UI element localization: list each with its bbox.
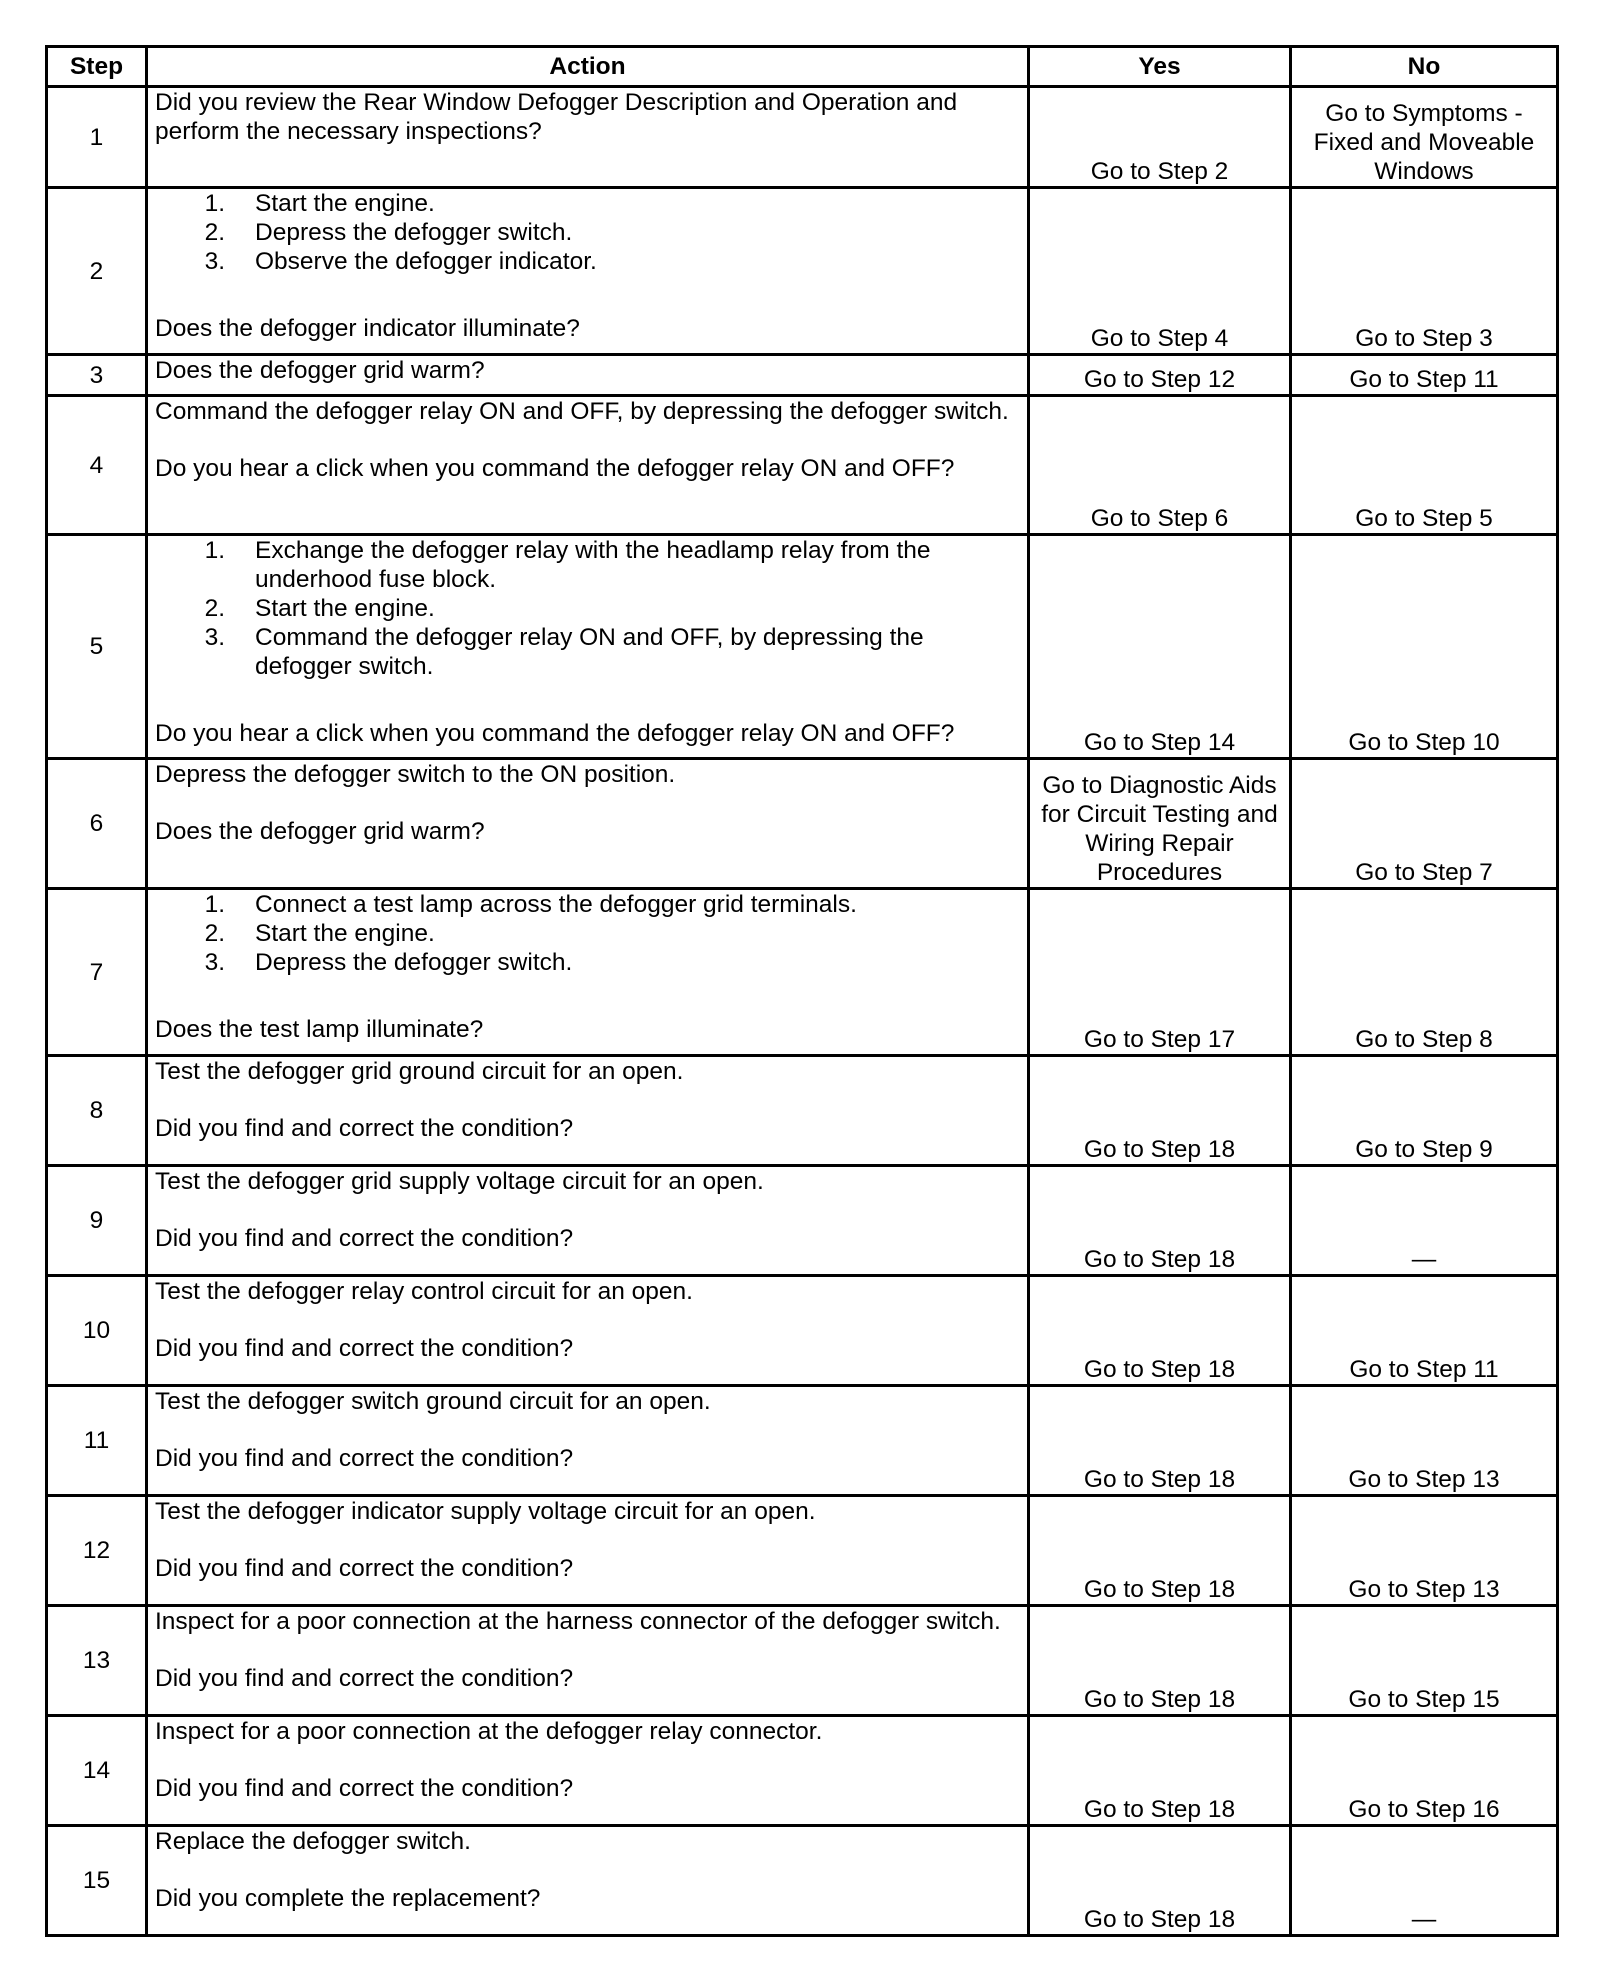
action-cell [147, 1826, 1029, 1936]
yes-cell: Go to Step 2 [1029, 87, 1291, 188]
action-cell [147, 396, 1029, 535]
no-cell: Go to Step 13 [1291, 1496, 1558, 1606]
list-item-text: Depress the defogger switch. [255, 219, 573, 246]
step-number: 2 [47, 188, 147, 355]
action-cell [147, 1056, 1029, 1166]
table-row [47, 1386, 1558, 1496]
list-item-text: Connect a test lamp across the defogger grid terminals. [255, 891, 857, 918]
yes-cell: Go to Step 4 [1029, 188, 1291, 355]
no-cell: Go to Step 10 [1291, 535, 1558, 759]
action-instruction: Replace the defogger switch. [155, 1828, 471, 1855]
list-item: 2. Depress the defogger switch. [155, 218, 1020, 247]
yes-cell: Go to Step 18 [1029, 1166, 1291, 1276]
no-cell: Go to Step 16 [1291, 1716, 1558, 1826]
table-row [47, 87, 1558, 188]
action-instruction: Does the defogger grid warm? [155, 357, 485, 384]
table-row [47, 759, 1558, 889]
yes-cell: Go to Step 12 [1029, 355, 1291, 396]
action-instruction: Depress the defogger switch to the ON position. [155, 761, 676, 788]
step-number: 12 [47, 1496, 147, 1606]
step-number: 6 [47, 759, 147, 889]
action-cell [147, 759, 1029, 889]
no-cell: — [1291, 1826, 1558, 1936]
action-question: Did you find and correct the condition? [155, 1225, 574, 1252]
action-question: Does the defogger grid warm? [155, 818, 485, 845]
action-question: Did you find and correct the condition? [155, 1115, 574, 1142]
yes-cell: Go to Step 18 [1029, 1276, 1291, 1386]
list-item-text: Observe the defogger indicator. [255, 248, 597, 275]
step-number: 3 [47, 355, 147, 396]
action-question: Did you find and correct the condition? [155, 1665, 574, 1692]
action-cell [147, 535, 1029, 759]
list-item-text: Start the engine. [255, 595, 435, 622]
step-number: 11 [47, 1386, 147, 1496]
step-number: 15 [47, 1826, 147, 1936]
action-question: Do you hear a click when you command the defogger relay ON and OFF? [155, 720, 955, 747]
yes-cell: Go to Step 18 [1029, 1716, 1291, 1826]
no-cell: Go to Step 11 [1291, 1276, 1558, 1386]
action-cell [147, 1166, 1029, 1276]
list-item: 1. Start the engine. [155, 189, 1020, 218]
action-question: Did you find and correct the condition? [155, 1445, 574, 1472]
yes-cell: Go to Step 18 [1029, 1496, 1291, 1606]
no-cell: — [1291, 1166, 1558, 1276]
step-number: 4 [47, 396, 147, 535]
table-row [47, 1826, 1558, 1936]
action-cell [147, 889, 1029, 1056]
action-question: Did you find and correct the condition? [155, 1555, 574, 1582]
table-row [47, 889, 1558, 1056]
step-number: 8 [47, 1056, 147, 1166]
header-row [47, 47, 1558, 87]
header-step: Step [47, 47, 147, 87]
yes-cell: Go to Step 14 [1029, 535, 1291, 759]
no-cell: Go to Step 11 [1291, 355, 1558, 396]
action-cell [147, 188, 1029, 355]
no-cell: Go to Step 13 [1291, 1386, 1558, 1496]
list-item-text: Start the engine. [255, 920, 435, 947]
no-cell: Go to Step 15 [1291, 1606, 1558, 1716]
yes-cell: Go to Step 18 [1029, 1386, 1291, 1496]
table-row [47, 188, 1558, 355]
action-question: Do you hear a click when you command the defogger relay ON and OFF? [155, 455, 955, 482]
action-cell [147, 355, 1029, 396]
header-action: Action [147, 47, 1029, 87]
header-yes: Yes [1029, 47, 1291, 87]
action-cell [147, 1386, 1029, 1496]
no-cell: Go to Step 7 [1291, 759, 1558, 889]
list-item-text: Depress the defogger switch. [255, 949, 573, 976]
step-number: 1 [47, 87, 147, 188]
action-instruction: Test the defogger grid ground circuit for an open. [155, 1058, 684, 1085]
action-question: Did you find and correct the condition? [155, 1775, 574, 1802]
no-cell: Go to Step 9 [1291, 1056, 1558, 1166]
yes-cell: Go to Step 18 [1029, 1606, 1291, 1716]
list-item: 3. Command the defogger relay ON and OFF, by depressing the defogger switch. [155, 623, 1020, 681]
action-question: Did you find and correct the condition? [155, 1335, 574, 1362]
action-instruction: Did you review the Rear Window Defogger Description and Operation and perform the necessary inspections? [155, 89, 958, 145]
action-cell [147, 1716, 1029, 1826]
step-number: 9 [47, 1166, 147, 1276]
header-no: No [1291, 47, 1558, 87]
list-item: 3. Depress the defogger switch. [155, 948, 1020, 977]
table-row [47, 396, 1558, 535]
step-number: 5 [47, 535, 147, 759]
yes-cell: Go to Step 18 [1029, 1826, 1291, 1936]
action-question: Did you complete the replacement? [155, 1885, 541, 1912]
procedure-list [155, 189, 1020, 276]
table-row [47, 1496, 1558, 1606]
step-number: 10 [47, 1276, 147, 1386]
procedure-list [155, 536, 1020, 681]
action-instruction: Command the defogger relay ON and OFF, by depressing the defogger switch. [155, 398, 1009, 425]
action-instruction: Test the defogger grid supply voltage circuit for an open. [155, 1168, 764, 1195]
no-cell: Go to Step 8 [1291, 889, 1558, 1056]
list-item: 3. Observe the defogger indicator. [155, 247, 1020, 276]
action-instruction: Inspect for a poor connection at the harness connector of the defogger switch. [155, 1608, 1001, 1635]
procedure-list [155, 890, 1020, 977]
list-item: 1. Connect a test lamp across the defogger grid terminals. [155, 890, 1020, 919]
action-question: Does the test lamp illuminate? [155, 1016, 484, 1043]
list-item-text: Start the engine. [255, 190, 435, 217]
action-cell [147, 1276, 1029, 1386]
step-number: 7 [47, 889, 147, 1056]
no-cell: Go to Step 5 [1291, 396, 1558, 535]
yes-cell: Go to Step 18 [1029, 1056, 1291, 1166]
yes-cell: Go to Step 6 [1029, 396, 1291, 535]
action-question: Does the defogger indicator illuminate? [155, 315, 580, 342]
table-row [47, 1166, 1558, 1276]
action-instruction: Test the defogger relay control circuit for an open. [155, 1278, 693, 1305]
list-item: 2. Start the engine. [155, 919, 1020, 948]
list-item-text: Exchange the defogger relay with the headlamp relay from the underhood fuse block. [255, 537, 931, 593]
list-item: 2. Start the engine. [155, 594, 1020, 623]
action-instruction: Test the defogger indicator supply voltage circuit for an open. [155, 1498, 816, 1525]
step-number: 13 [47, 1606, 147, 1716]
list-item-text: Command the defogger relay ON and OFF, by depressing the defogger switch. [255, 624, 924, 680]
table-row [47, 1716, 1558, 1826]
table-row [47, 1276, 1558, 1386]
action-instruction: Inspect for a poor connection at the defogger relay connector. [155, 1718, 823, 1745]
yes-cell: Go to Diagnostic Aids for Circuit Testing and Wiring Repair Procedures [1029, 759, 1291, 889]
action-cell [147, 1496, 1029, 1606]
action-cell [147, 87, 1029, 188]
table-row [47, 1056, 1558, 1166]
no-cell: Go to Step 3 [1291, 188, 1558, 355]
yes-cell: Go to Step 17 [1029, 889, 1291, 1056]
step-number: 14 [47, 1716, 147, 1826]
no-cell: Go to Symptoms - Fixed and Moveable Windows [1291, 87, 1558, 188]
diagnostic-table [45, 45, 1559, 1937]
action-instruction: Test the defogger switch ground circuit for an open. [155, 1388, 711, 1415]
list-item: 1. Exchange the defogger relay with the headlamp relay from the underhood fuse block. [155, 536, 1020, 594]
table-row [47, 355, 1558, 396]
table-row [47, 1606, 1558, 1716]
action-cell [147, 1606, 1029, 1716]
table-row [47, 535, 1558, 759]
